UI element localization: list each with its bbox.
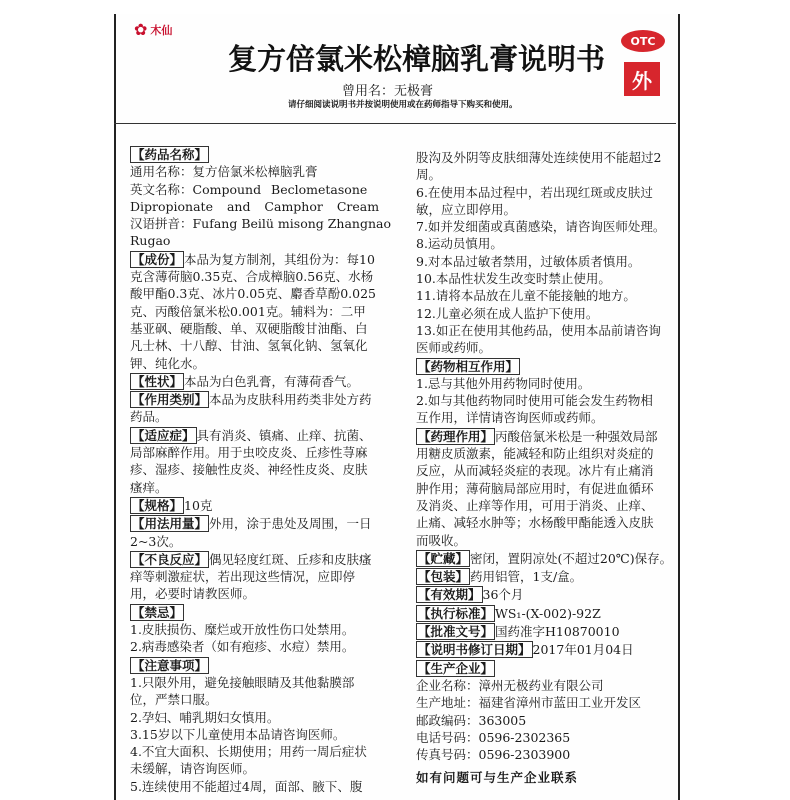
- caution-item: 5.连续使用不能超过4周，面部、腋下、腹: [130, 778, 363, 794]
- header-divider: [114, 123, 676, 124]
- section-header-adverse: 【不良反应】: [132, 551, 208, 567]
- package-text: 药用铝管，1支/盒。: [470, 569, 583, 585]
- otc-badge: OTC: [621, 30, 665, 52]
- section-header-usage: 【用法用量】: [132, 516, 208, 532]
- ingredients-line: 凡士林、十八醇、甘油、氢氧化钠、氢氧化: [130, 338, 368, 354]
- caution-item: 2.孕妇、哺乳期妇女慎用。: [130, 709, 280, 725]
- company-address: 生产地址：福建省漳州市蓝田工业开发区: [416, 695, 642, 711]
- pharmacology-text: 而吸收。: [416, 532, 467, 548]
- standard-text: WS₁-(X-002)-92Z: [495, 605, 601, 621]
- ingredients-line: 钾、纯化水。: [130, 355, 206, 371]
- caution-item: 9.对本品过敏者禁用，过敏体质者慎用。: [416, 253, 641, 269]
- section-header-contraindications: 【禁忌】: [132, 604, 183, 620]
- company-postcode: 邮政编码：363005: [416, 712, 527, 728]
- external-use-badge: 外: [624, 62, 660, 96]
- indications-text: 具有消炎、镇痛、止痒、抗菌、: [196, 427, 372, 443]
- english-name-cont: Dipropionate and Camphor Cream: [130, 198, 380, 214]
- pinyin-name: 汉语拼音：Fufang Beilü misong Zhangnao: [130, 216, 392, 232]
- category-text: 本品为皮肤科用药类非处方药: [209, 392, 372, 408]
- ingredients-line: 本品为复方制剂，其组份为：每10: [184, 251, 375, 267]
- caution-item: 8.运动员慎用。: [416, 236, 503, 252]
- section-header-ingredients: 【成份】: [132, 251, 183, 267]
- category-text-cont: 药品。: [130, 409, 168, 425]
- company-fax: 传真号码：0596-2303900: [416, 747, 571, 763]
- section-header-properties: 【性状】: [132, 373, 183, 389]
- interaction-item: 1.忌与其他外用药物同时使用。: [416, 375, 591, 391]
- usage-text: 外用，涂于患处及周围，一日: [209, 516, 372, 532]
- section-header-spec: 【规格】: [132, 497, 183, 513]
- section-header-standard: 【执行标准】: [418, 605, 494, 621]
- usage-instruction: 请仔细阅读说明书并按说明使用或在药师指导下购买和使用。: [288, 100, 518, 110]
- pharmacology-text: 及消炎、止痒等作用，可用于消炎、止痒、: [416, 497, 654, 513]
- caution-item: 3.15岁以下儿童使用本品请咨询医师。: [130, 726, 346, 742]
- section-header-category: 【作用类别】: [132, 392, 208, 408]
- section-header-package: 【包装】: [418, 569, 469, 585]
- properties-text: 本品为白色乳膏，有薄荷香气。: [184, 373, 360, 389]
- company-name: 企业名称：漳州无极药业有限公司: [416, 677, 604, 693]
- revision-text: 2017年01月04日: [532, 642, 634, 658]
- approval-text: 国药准字H10870010: [495, 624, 620, 640]
- storage-text: 密闭，置阴凉处(不超过20℃)保存。: [470, 550, 673, 566]
- caution-item: 股沟及外阴等皮肤细薄处连续使用不能超过2: [416, 150, 662, 165]
- brand-name: 木仙: [150, 24, 173, 37]
- company-phone: 电话号码：0596-2302365: [416, 729, 571, 745]
- interaction-item: 互作用，详情请咨询医师或药师。: [416, 410, 604, 426]
- brand-logo: [134, 22, 172, 38]
- section-header-revision: 【说明书修订日期】: [418, 642, 531, 658]
- indications-text: 瘙痒。: [130, 479, 168, 495]
- section-header-pharmacology: 【药理作用】: [418, 428, 494, 444]
- contact-note: 如有问题可与生产企业联系: [416, 770, 579, 785]
- caution-item: 13.如正在使用其他药品，使用本品前请咨询: [416, 322, 661, 338]
- caution-item: 11.请将本品放在儿童不能接触的地方。: [416, 288, 636, 304]
- left-column: [130, 145, 398, 795]
- section-header-interactions: 【药物相互作用】: [418, 358, 519, 374]
- former-name: 曾用名：无极膏: [342, 84, 434, 99]
- caution-item: 4.不宜大面积、长期使用；用药一周后症状: [130, 744, 367, 760]
- pinyin-name-cont: Rugao: [130, 233, 171, 249]
- section-header-manufacturer: 【生产企业】: [418, 660, 494, 676]
- indications-text: 局部麻醉作用。用于虫咬皮炎、丘疹性荨麻: [130, 445, 368, 461]
- spec-text: 10克: [184, 497, 213, 513]
- caution-item: 敏，应立即停用。: [416, 201, 517, 217]
- section-header-drug-name: 【药品名称】: [132, 147, 208, 162]
- adverse-text: 用，必要时请教医师。: [130, 586, 256, 602]
- ingredients-line: 克、丙酸倍氯米松0.001克。辅料为：二甲: [130, 303, 366, 319]
- caution-item: 7.如并发细菌或真菌感染，请咨询医师处理。: [416, 219, 666, 235]
- ingredients-line: 克含薄荷脑0.35克、合成樟脑0.56克、水杨: [130, 269, 374, 285]
- generic-name: 通用名称：复方倍氯米松樟脑乳膏: [130, 164, 318, 180]
- usage-text-cont: 2~3次。: [130, 533, 182, 549]
- section-header-validity: 【有效期】: [418, 587, 481, 603]
- interaction-item: 2.如与其他药物同时使用可能会发生药物相: [416, 393, 653, 409]
- english-name: 英文名称：Compound Beclometasone: [130, 181, 368, 197]
- caution-item: 周。: [416, 167, 442, 183]
- pharmacology-text: 肿作用；薄荷脑局部应用时，有促进血循环: [416, 480, 654, 496]
- ingredients-line: 酸甲酯0.3克、冰片0.05克、麝香草酚0.025: [130, 286, 376, 302]
- flower-logo-icon: ✿: [134, 20, 148, 39]
- section-header-approval: 【批准文号】: [418, 624, 494, 640]
- contra-item: 2.病毒感染者（如有疱疹、水痘）禁用。: [130, 639, 355, 655]
- pharmacology-text: 丙酸倍氯米松是一种强效局部: [495, 428, 658, 444]
- section-header-cautions: 【注意事项】: [132, 657, 208, 673]
- pharmacology-text: 止痛、减轻水肿等；水杨酸甲酯能透入皮肤: [416, 515, 654, 531]
- caution-item: 未缓解，请咨询医师。: [130, 761, 256, 777]
- caution-item: 位，严禁口服。: [130, 692, 218, 708]
- pharmacology-text: 用糖皮质激素，能减轻和防止组织对炎症的: [416, 446, 654, 462]
- caution-item: 10.本品性状发生改变时禁止使用。: [416, 271, 611, 287]
- ingredients-line: 基亚砜、硬脂酸、单、双硬脂酸甘油酯、白: [130, 320, 368, 336]
- caution-item: 6.在使用本品过程中，若出现红斑或皮肤过: [416, 184, 653, 200]
- right-column: [416, 149, 674, 763]
- adverse-text: 痒等刺激症状，若出现这些情况，应即停: [130, 569, 356, 585]
- indications-text: 疹、湿疹、接触性皮炎、神经性皮炎、皮肤: [130, 462, 368, 478]
- caution-item: 12.儿童必须在成人监护下使用。: [416, 305, 599, 321]
- adverse-text: 偶见轻度红斑、丘疹和皮肤瘙: [209, 551, 372, 567]
- section-header-indications: 【适应症】: [132, 427, 195, 443]
- document-title: 复方倍氯米松樟脑乳膏说明书: [228, 42, 606, 76]
- section-header-storage: 【贮藏】: [418, 550, 469, 566]
- contra-item: 1.皮肤损伤、糜烂或开放性伤口处禁用。: [130, 622, 355, 638]
- validity-text: 36个月: [482, 587, 524, 603]
- pharmacology-text: 反应，从而减轻炎症的表现。冰片有止痛消: [416, 463, 654, 479]
- caution-item: 1.只限外用，避免接触眼睛及其他黏膜部: [130, 674, 355, 690]
- caution-item: 医师或药师。: [416, 340, 492, 356]
